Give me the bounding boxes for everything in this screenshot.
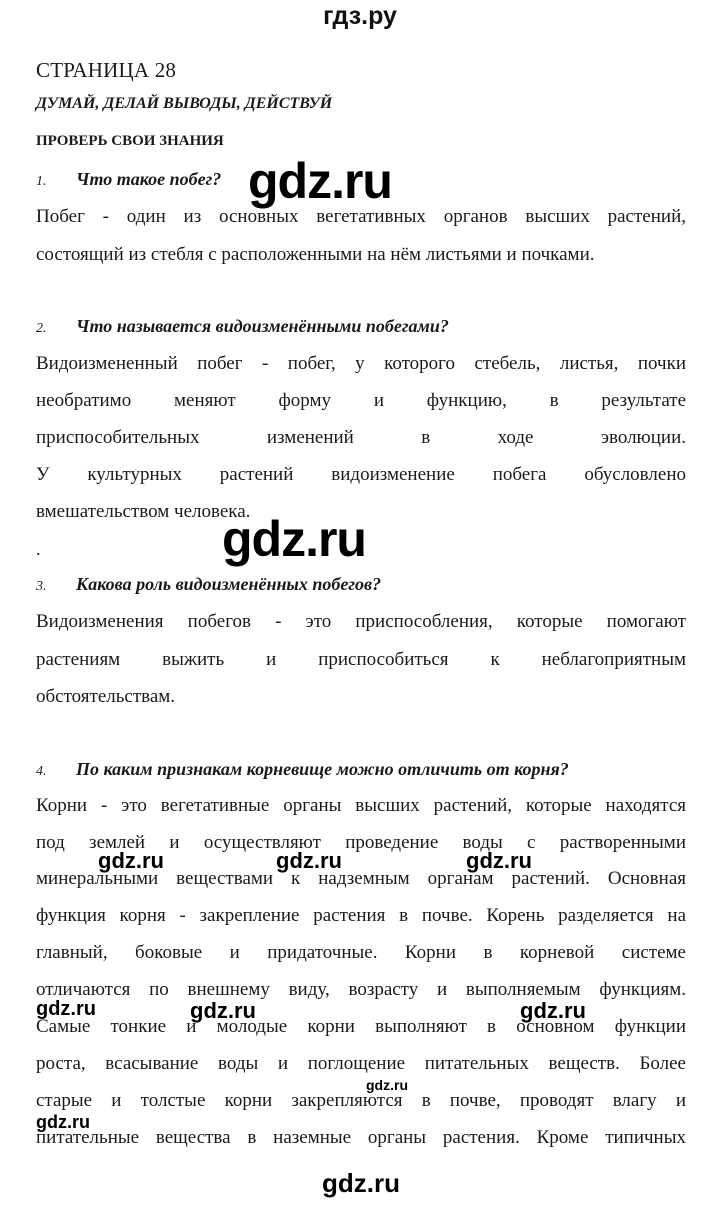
watermark-big: gdz.ru: [222, 511, 366, 567]
answer-4-line-8: роста, всасывание воды и поглощение питательных веществ. Более: [36, 1053, 686, 1074]
answer-4-line-3: минеральными веществами к надземным органам растений. Основная: [36, 868, 686, 889]
answer-2-line-1: Видоизмененный побег - побег, у которого стебель, листья, почки: [36, 353, 686, 374]
answer-4-line-9: старые и толстые корни закрепляются в почве, проводят влагу и: [36, 1090, 686, 1111]
question-number: 1.: [36, 174, 47, 189]
answer-4-line-6: отличаются по внешнему виду, возрасту и выполняемым функциям.: [36, 979, 686, 1000]
watermark-mid: gdz.ru: [98, 848, 164, 873]
answer-2-line-5: вмешательством человека.: [36, 501, 251, 522]
answer-2-line-4: У культурных растений видоизменение побега обусловлено: [36, 464, 686, 485]
watermark-big: gdz.ru: [248, 153, 392, 209]
watermark-mid: gdz.ru: [520, 998, 586, 1023]
watermark-small: gdz.ru: [366, 1077, 408, 1093]
section-heading: ДУМАЙ, ДЕЛАЙ ВЫВОДЫ, ДЕЙСТВУЙ: [36, 95, 333, 112]
question-number: 2.: [36, 321, 47, 336]
answer-4-line-1: Корни - это вегетативные органы высших растений, которые находятся: [36, 795, 686, 816]
question-2: [36, 316, 449, 337]
watermark-mid: gdz.ru: [276, 848, 342, 873]
answer-4-line-5: главный, боковые и придаточные. Корни в корневой системе: [36, 942, 686, 963]
watermark-mid: gdz.ru: [36, 998, 96, 1020]
question-text: Что называется видоизменёнными побегами?: [76, 316, 449, 336]
question-text: По каким признакам корневище можно отличить от корня?: [76, 759, 569, 779]
subheading: ПРОВЕРЬ СВОИ ЗНАНИЯ: [36, 133, 224, 149]
answer-1-line-2: состоящий из стебля с расположенными на нём листьями и почками.: [36, 244, 595, 265]
answer-4-line-10: питательные вещества в наземные органы растения. Кроме типичных: [36, 1127, 686, 1148]
answer-4-line-7: Самые тонкие и молодые корни выполняют в основном функции: [36, 1016, 686, 1037]
answer-4-line-2: под землей и осуществляют проведение воды с растворенными: [36, 832, 686, 853]
watermark-footer: gdz.ru: [322, 1168, 400, 1198]
answer-3-line-1: Видоизменения побегов - это приспособления, которые помогают: [36, 611, 686, 632]
question-4: [36, 759, 569, 780]
site-header: гдз.ру: [323, 2, 397, 30]
question-3: [36, 574, 381, 595]
page-title: СТРАНИЦА 28: [36, 58, 177, 82]
watermark-mid: gdz.ru: [466, 848, 532, 873]
watermark-mid: gdz.ru: [190, 998, 256, 1023]
watermark-mid: gdz.ru: [36, 1112, 90, 1132]
answer-2-line-3: приспособительных изменений в ходе эволюции.: [36, 427, 686, 448]
answer-3-line-3: обстоятельствам.: [36, 686, 176, 707]
question-number: 4.: [36, 764, 47, 779]
answer-1-line-1: Побег - один из основных вегетативных органов высших растений,: [36, 206, 686, 227]
stray-dot: .: [36, 539, 41, 559]
answer-3-line-2: растениям выжить и приспособиться к неблагоприятным: [36, 649, 686, 670]
question-number: 3.: [36, 579, 47, 594]
question-text: Какова роль видоизменённых побегов?: [76, 574, 382, 594]
question-text: Что такое побег?: [76, 169, 222, 189]
answer-2-line-2: необратимо меняют форму и функцию, в результате: [36, 390, 686, 411]
question-1: [36, 169, 221, 190]
answer-4-line-4: функция корня - закрепление растения в почве. Корень разделяется на: [36, 905, 686, 926]
